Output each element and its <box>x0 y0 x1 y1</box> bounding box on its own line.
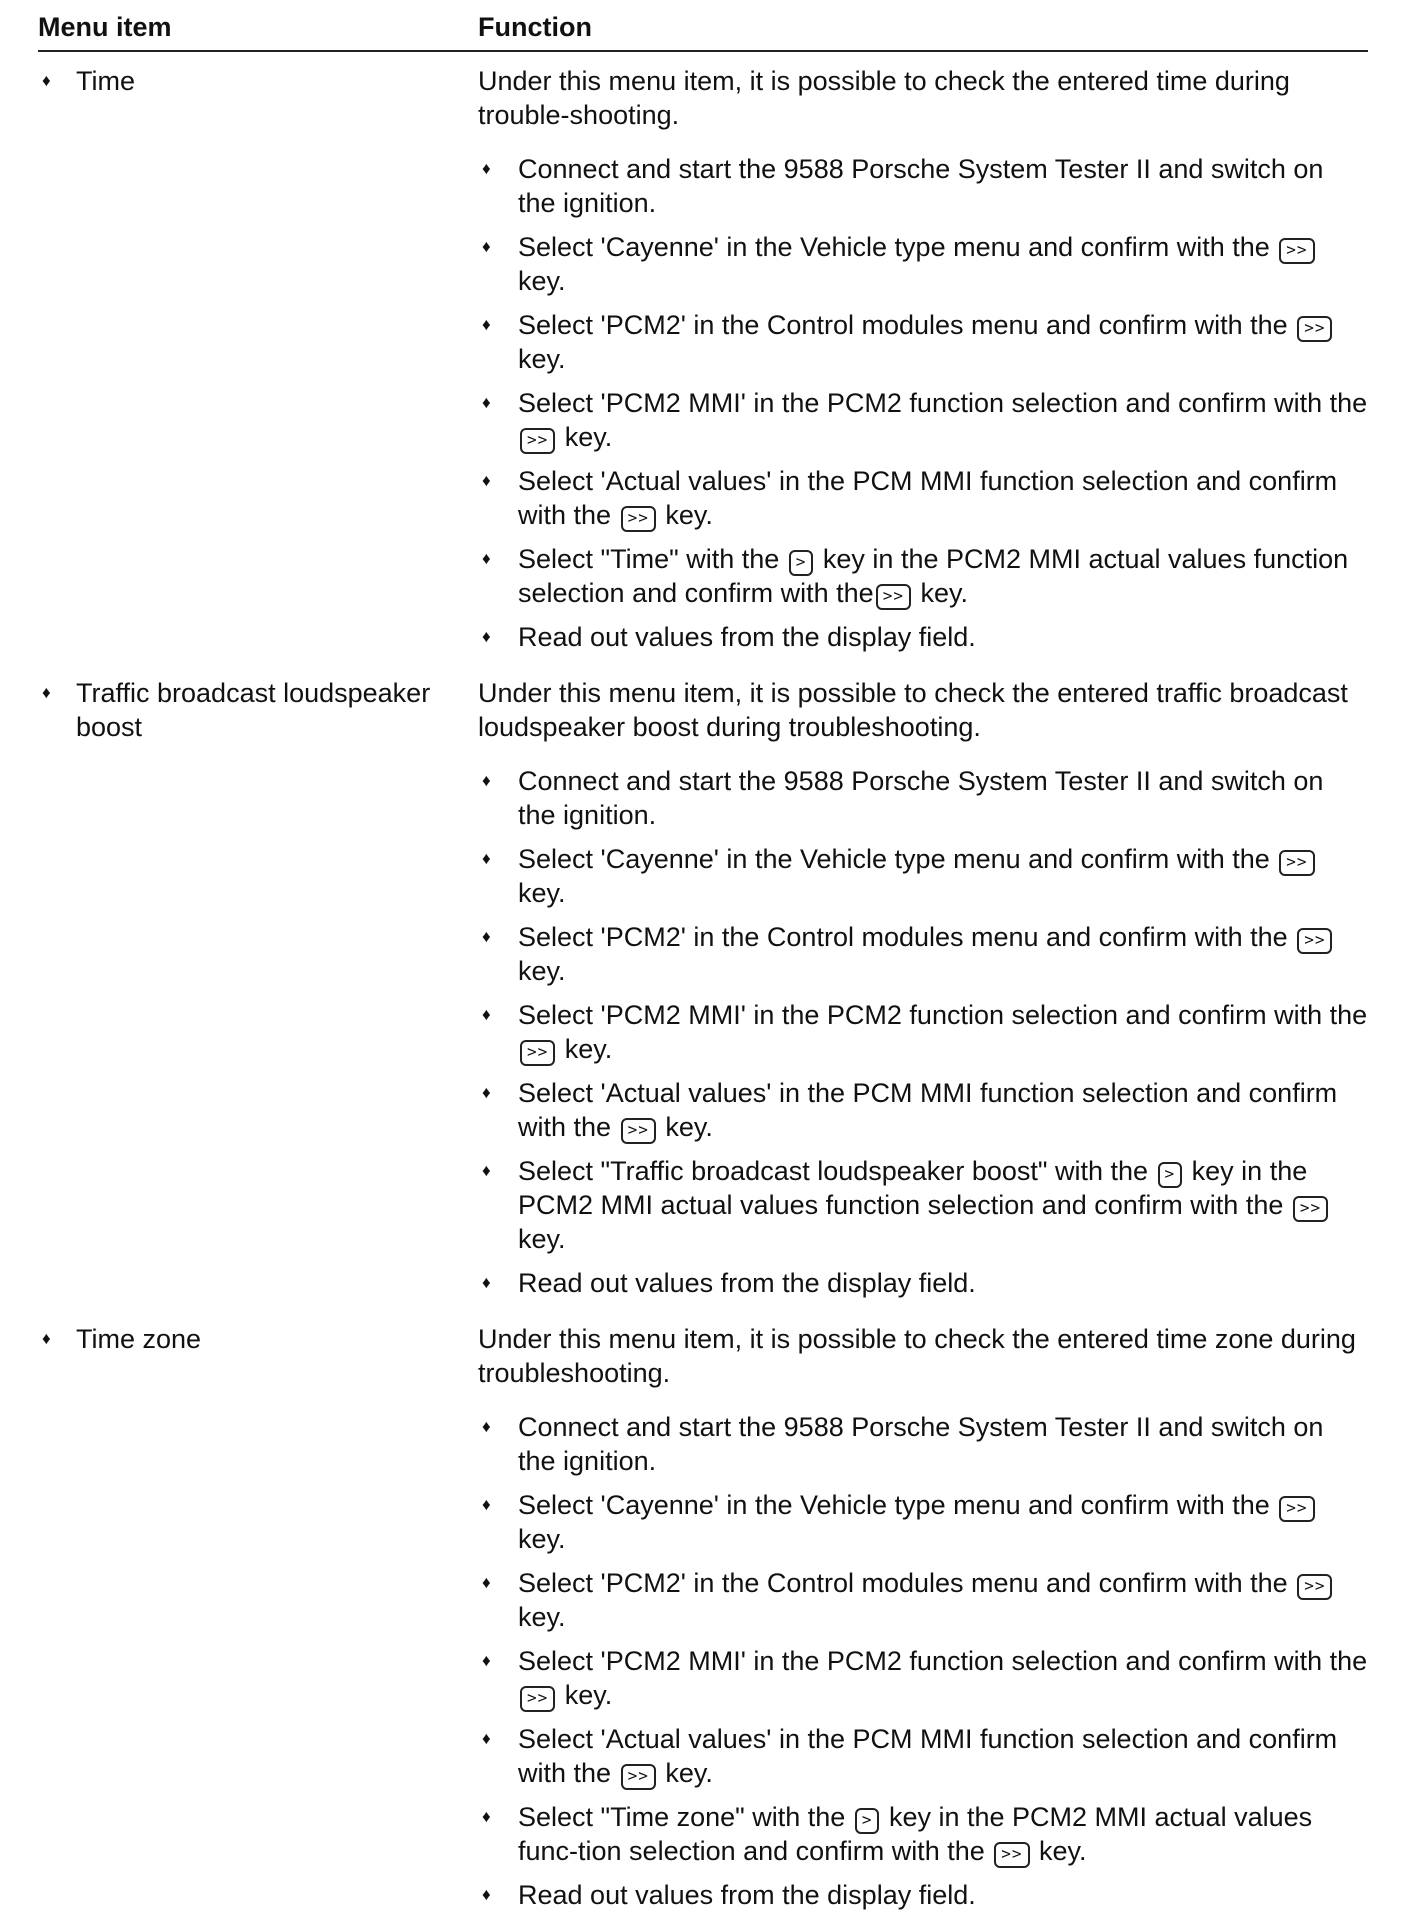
diamond-bullet-icon: ♦ <box>482 1417 491 1436</box>
step-text-segment: Connect and start the 9588 Porsche System Tester II and switch on the ignition. <box>518 154 1324 218</box>
procedure-steps <box>478 1410 1368 1912</box>
step-text-segment: key. <box>657 500 713 530</box>
table-header <box>38 10 1368 52</box>
step-text-segment: Select 'Cayenne' in the Vehicle type menu and confirm with the <box>518 1490 1278 1520</box>
diamond-bullet-icon: ♦ <box>482 627 491 646</box>
procedure-step <box>478 464 1368 532</box>
step-text-segment: key. <box>518 344 566 374</box>
key-symbol-icon: >> <box>1297 928 1332 954</box>
step-text-segment: key. <box>657 1758 713 1788</box>
table-row <box>38 676 1368 1310</box>
step-text <box>518 464 1368 532</box>
key-symbol-icon: >> <box>520 1040 555 1066</box>
diamond-bullet-icon: ♦ <box>482 927 491 946</box>
menu-item-label: Time zone <box>76 1324 202 1354</box>
procedure-step <box>478 542 1368 610</box>
step-text-segment: key. <box>518 878 566 908</box>
diamond-bullet-icon: ♦ <box>482 1729 491 1748</box>
step-text <box>518 1722 1368 1790</box>
diamond-bullet-icon: ♦ <box>482 1005 491 1024</box>
diamond-bullet-icon: ♦ <box>482 1495 491 1514</box>
step-text-segment: Read out values from the display field. <box>518 1268 976 1298</box>
table-row <box>38 1322 1368 1922</box>
step-text <box>518 1488 1368 1556</box>
step-text <box>518 620 976 654</box>
diamond-bullet-icon: ♦ <box>42 683 51 702</box>
menu-item-cell <box>38 64 478 664</box>
diamond-bullet-icon: ♦ <box>482 159 491 178</box>
procedure-step <box>478 1410 1368 1478</box>
table-body <box>38 64 1368 1922</box>
diamond-bullet-icon: ♦ <box>482 1083 491 1102</box>
key-symbol-icon: >> <box>520 428 555 454</box>
key-symbol-icon: >> <box>1279 850 1314 876</box>
key-symbol-icon: >> <box>1279 238 1314 264</box>
step-text-segment: key. <box>518 956 566 986</box>
key-symbol-icon: >> <box>621 1118 656 1144</box>
diamond-bullet-icon: ♦ <box>482 1807 491 1826</box>
step-text-segment: Select 'Actual values' in the PCM MMI function selection and confirm with the <box>518 466 1338 530</box>
step-text-segment: Select "Traffic broadcast loudspeaker boost" with the <box>518 1156 1156 1186</box>
diamond-bullet-icon: ♦ <box>482 315 491 334</box>
step-text-segment: key. <box>557 1034 613 1064</box>
step-text-segment: Select 'PCM2 MMI' in the PCM2 function selection and confirm with the <box>518 1000 1368 1030</box>
step-text <box>518 1266 976 1300</box>
procedure-step <box>478 1566 1368 1634</box>
step-text <box>518 920 1368 988</box>
diamond-bullet-icon: ♦ <box>482 1573 491 1592</box>
step-text-segment: key in the PCM2 MMI actual values func-tion selection and confirm with the <box>518 1802 1313 1866</box>
step-text <box>518 308 1368 376</box>
key-symbol-icon: >> <box>994 1842 1029 1868</box>
step-text-segment: key. <box>657 1112 713 1142</box>
procedure-step <box>478 842 1368 910</box>
step-text-segment: Connect and start the 9588 Porsche System Tester II and switch on the ignition. <box>518 766 1324 830</box>
procedure-step <box>478 998 1368 1066</box>
menu-item-column-header: Menu item <box>38 12 172 42</box>
key-symbol-icon: >> <box>621 506 656 532</box>
function-description: Under this menu item, it is possible to check the entered time during trouble-shooting. <box>478 66 1290 130</box>
step-text-segment: Select "Time zone" with the <box>518 1802 853 1832</box>
function-description: Under this menu item, it is possible to check the entered time zone during troubleshooting. <box>478 1324 1356 1388</box>
function-cell <box>478 64 1368 664</box>
key-symbol-icon: >> <box>520 1686 555 1712</box>
diamond-bullet-icon: ♦ <box>482 1273 491 1292</box>
diamond-bullet-icon: ♦ <box>482 1161 491 1180</box>
key-symbol-icon: >> <box>1293 1196 1328 1222</box>
step-text <box>518 998 1368 1066</box>
step-text <box>518 152 1368 220</box>
step-text-segment: key in the PCM2 MMI actual values function selection and confirm with the <box>518 1156 1308 1220</box>
procedure-step <box>478 386 1368 454</box>
step-text-segment: Select 'PCM2' in the Control modules menu and confirm with the <box>518 310 1296 340</box>
step-text <box>518 842 1368 910</box>
step-text <box>518 230 1368 298</box>
table-row <box>38 64 1368 664</box>
procedure-step <box>478 1800 1368 1868</box>
key-symbol-icon: >> <box>1279 1496 1314 1522</box>
step-text-segment: key. <box>912 578 968 608</box>
function-description: Under this menu item, it is possible to check the entered traffic broadcast loudspeaker boost during troubleshooting. <box>478 678 1348 742</box>
diamond-bullet-icon: ♦ <box>482 1885 491 1904</box>
procedure-step <box>478 1722 1368 1790</box>
step-text-segment: Select 'PCM2 MMI' in the PCM2 function selection and confirm with the <box>518 1646 1368 1676</box>
diamond-bullet-icon: ♦ <box>482 237 491 256</box>
procedure-step <box>478 1266 1368 1300</box>
step-text-segment: key. <box>1031 1836 1087 1866</box>
key-symbol-icon: > <box>789 550 814 576</box>
step-text-segment: key. <box>518 1524 566 1554</box>
key-symbol-icon: > <box>855 1808 880 1834</box>
step-text <box>518 1410 1368 1478</box>
procedure-step <box>478 152 1368 220</box>
step-text <box>518 764 1368 832</box>
step-text-segment: key. <box>518 266 566 296</box>
key-symbol-icon: >> <box>1297 316 1332 342</box>
menu-item-label: Time <box>76 66 135 96</box>
procedure-step <box>478 764 1368 832</box>
procedure-steps <box>478 764 1368 1300</box>
function-cell <box>478 1322 1368 1922</box>
procedure-step <box>478 230 1368 298</box>
step-text-segment: key in the PCM2 MMI actual values function selection and confirm with the <box>518 544 1349 608</box>
step-text <box>518 1644 1368 1712</box>
procedure-step <box>478 1154 1368 1256</box>
step-text-segment: key. <box>518 1602 566 1632</box>
step-text <box>518 386 1368 454</box>
procedure-step <box>478 1644 1368 1712</box>
step-text-segment: key. <box>518 1224 566 1254</box>
diamond-bullet-icon: ♦ <box>482 393 491 412</box>
step-text-segment: Select 'Cayenne' in the Vehicle type menu and confirm with the <box>518 844 1278 874</box>
procedure-step <box>478 308 1368 376</box>
step-text <box>518 1800 1368 1868</box>
step-text-segment: Connect and start the 9588 Porsche System Tester II and switch on the ignition. <box>518 1412 1324 1476</box>
step-text <box>518 1878 976 1912</box>
function-column-header: Function <box>478 12 592 42</box>
procedure-step <box>478 1076 1368 1144</box>
step-text-segment: key. <box>557 422 613 452</box>
step-text-segment: Read out values from the display field. <box>518 1880 976 1910</box>
step-text-segment: Select 'PCM2' in the Control modules menu and confirm with the <box>518 1568 1296 1598</box>
diamond-bullet-icon: ♦ <box>42 71 51 90</box>
diamond-bullet-icon: ♦ <box>42 1329 51 1348</box>
diamond-bullet-icon: ♦ <box>482 849 491 868</box>
procedure-step <box>478 1878 1368 1912</box>
procedure-step <box>478 620 1368 654</box>
step-text-segment: Read out values from the display field. <box>518 622 976 652</box>
procedure-step <box>478 920 1368 988</box>
key-symbol-icon: >> <box>876 584 911 610</box>
procedure-step <box>478 1488 1368 1556</box>
key-symbol-icon: >> <box>621 1764 656 1790</box>
key-symbol-icon: >> <box>1297 1574 1332 1600</box>
diamond-bullet-icon: ♦ <box>482 549 491 568</box>
key-symbol-icon: > <box>1158 1162 1183 1188</box>
document-table <box>38 10 1368 1922</box>
menu-item-label: Traffic broadcast loudspeaker boost <box>76 678 431 742</box>
step-text-segment: key. <box>557 1680 613 1710</box>
diamond-bullet-icon: ♦ <box>482 471 491 490</box>
step-text <box>518 542 1368 610</box>
step-text-segment: Select 'Actual values' in the PCM MMI function selection and confirm with the <box>518 1078 1338 1142</box>
step-text <box>518 1154 1368 1256</box>
step-text-segment: Select 'PCM2' in the Control modules menu and confirm with the <box>518 922 1296 952</box>
step-text <box>518 1566 1368 1634</box>
step-text-segment: Select "Time" with the <box>518 544 787 574</box>
function-cell <box>478 676 1368 1310</box>
procedure-steps <box>478 152 1368 654</box>
menu-item-cell <box>38 676 478 1310</box>
menu-item-cell <box>38 1322 478 1922</box>
diamond-bullet-icon: ♦ <box>482 771 491 790</box>
diamond-bullet-icon: ♦ <box>482 1651 491 1670</box>
step-text <box>518 1076 1368 1144</box>
step-text-segment: Select 'Cayenne' in the Vehicle type menu and confirm with the <box>518 232 1278 262</box>
step-text-segment: Select 'Actual values' in the PCM MMI function selection and confirm with the <box>518 1724 1338 1788</box>
step-text-segment: Select 'PCM2 MMI' in the PCM2 function selection and confirm with the <box>518 388 1368 418</box>
